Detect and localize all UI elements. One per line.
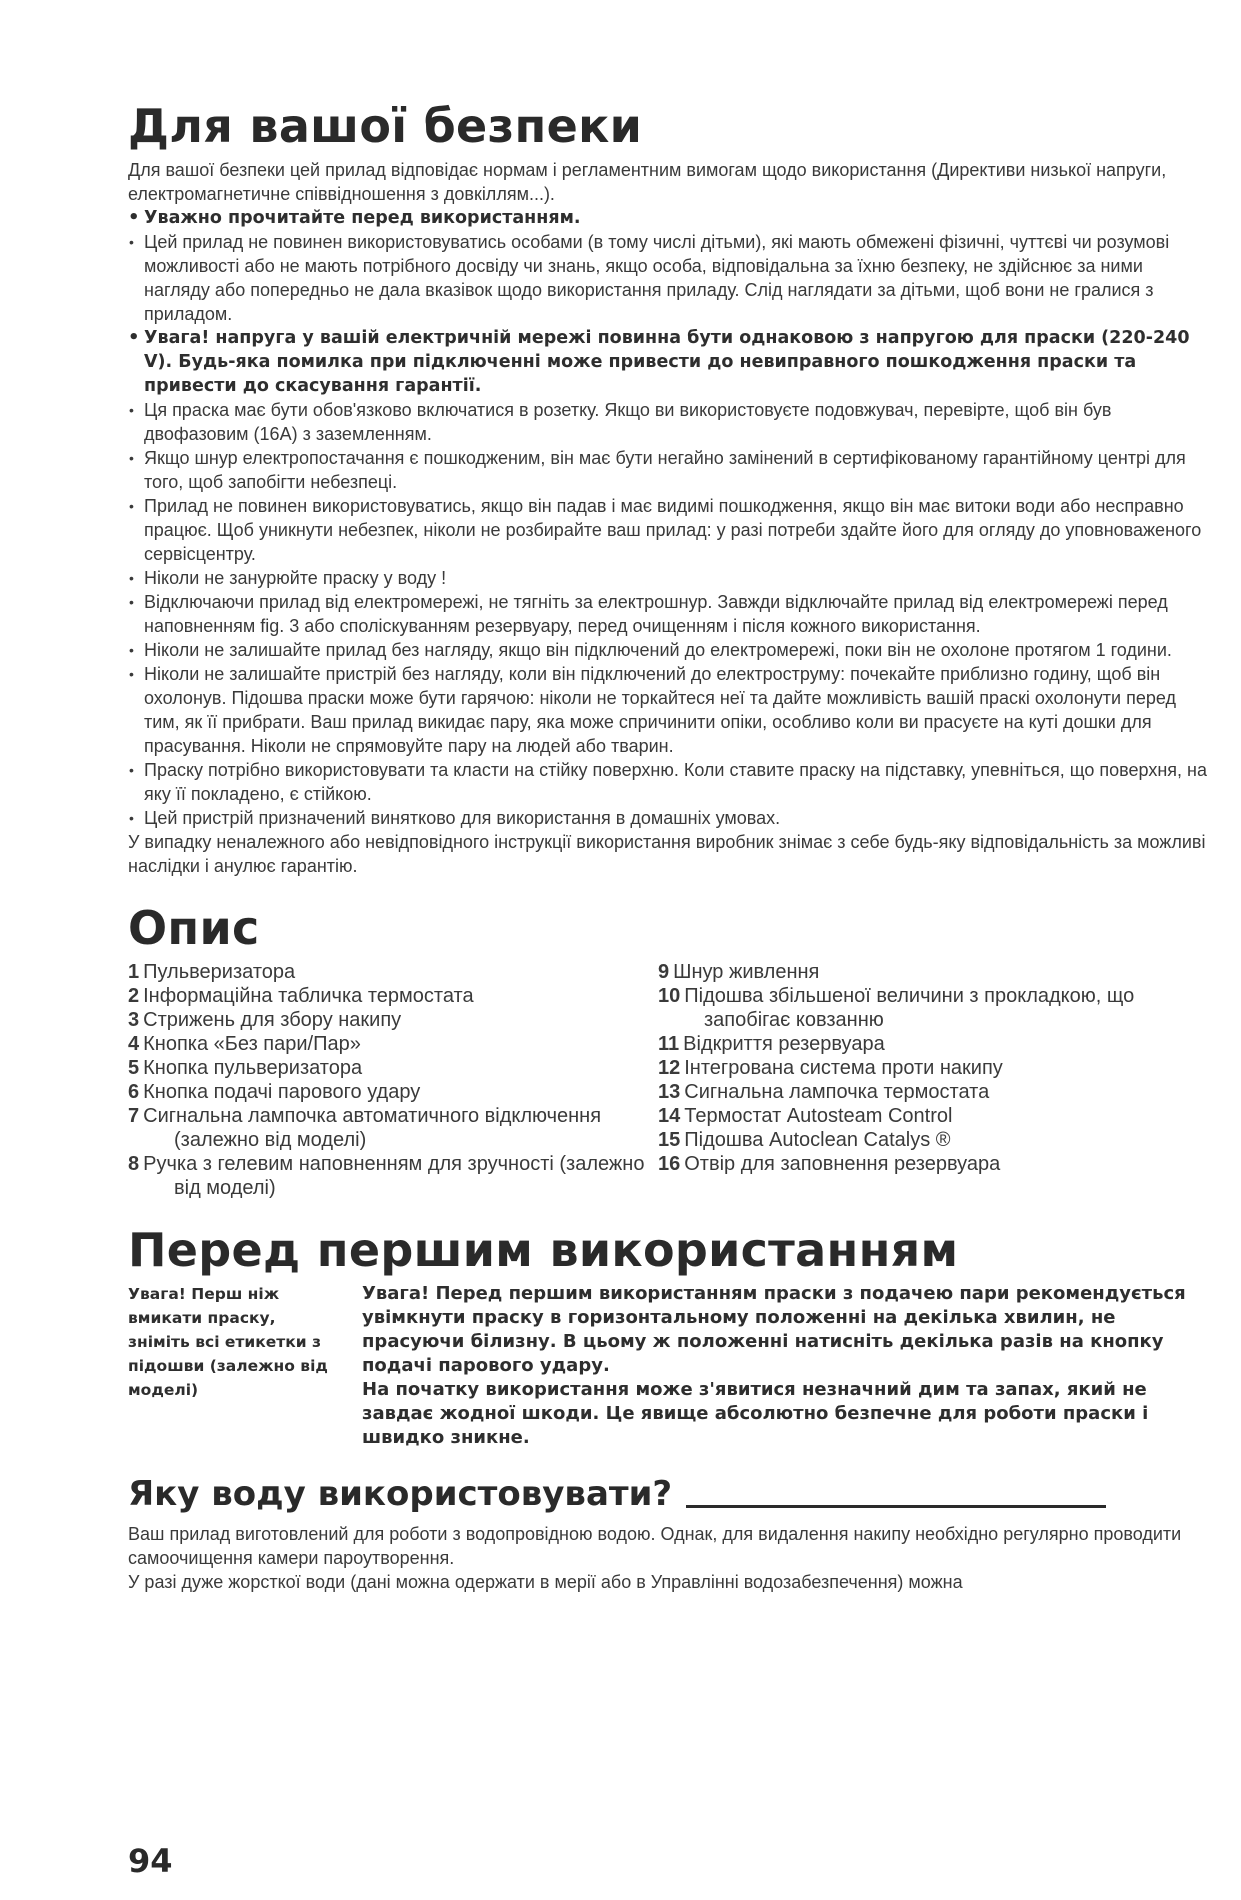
safety-list <box>128 206 1208 830</box>
description-heading: Опис <box>128 901 260 955</box>
safety-closing: У випадку неналежного або невідповідного інструкції використання виробник знімає з себе будь-яку відповідальність за можливі наслідки і анулює гарантію. <box>128 832 1206 876</box>
part-number: 8 <box>128 1153 140 1175</box>
part-number: 15 <box>658 1129 681 1151</box>
safety-item: • Ця праска має бути обов'язково включатися в розетку. Якщо ви використовуєте подовжувач, перевірте, щоб він був двофазовим (16А) з заземленням. <box>128 398 1208 446</box>
part-label: Відкриття резервуара <box>683 1033 885 1055</box>
part-number: 3 <box>128 1009 140 1031</box>
part-item <box>658 960 1188 984</box>
part-number: 7 <box>128 1105 140 1127</box>
part-label: Кнопка подачі парового удару <box>143 1081 421 1103</box>
safety-intro: Для вашої безпеки цей прилад відповідає нормам і регламентним вимогам щодо використання (Директиви низької напруги, електромагнетичне співвідношення з довкіллям...). <box>128 160 1167 204</box>
part-number: 2 <box>128 985 140 1007</box>
part-number: 11 <box>658 1033 680 1055</box>
voltage-warning: • Увага! напруга у вашій електричній мережі повинна бути однаковою з напругою для праски (220-240 V). Будь-яка помилка при підключенні може привести до невиправного пошкодження праски та привести до скасування гарантії. <box>128 326 1208 398</box>
part-label: Стрижень для збору накипу <box>143 1009 402 1031</box>
water-heading-text: Яку воду використовувати? <box>128 1474 673 1514</box>
part-label: Отвір для заповнення резервуара <box>684 1153 1001 1175</box>
page-number: 94 <box>128 1842 173 1880</box>
water-section <box>128 1474 1208 1594</box>
first-use-paragraph: Увага! Перед першим використанням праски з подачею пари рекомендується увімкнути праску в горизонтальному положенні на декілька хвилин, не прасуючи білизну. В цьому ж положенні натисніть декілька разів на кнопку подачі парового удару. <box>362 1283 1186 1376</box>
part-label: Підошва збільшеної величини з прокладкою, що запобігає ковзанню <box>684 985 1135 1031</box>
first-use-section <box>128 1224 1208 1450</box>
part-number: 13 <box>658 1081 681 1103</box>
safety-item: • Ніколи не занурюйте праску у воду ! <box>128 566 1208 590</box>
part-number: 14 <box>658 1105 681 1127</box>
safety-item: • Якщо шнур електропостачання є пошкодженим, він має бути негайно замінений в сертифікованому гарантійному центрі для того, щоб запобігти небезпеці. <box>128 446 1208 494</box>
first-use-body <box>128 1282 1208 1450</box>
part-label: Кнопка пульверизатора <box>143 1057 363 1079</box>
first-use-paragraph: На початку використання може з'явитися незначний дим та запах, який не завдає жодної шкоди. Це явище абсолютно безпечне для роботи праски і швидко зникне. <box>362 1379 1149 1448</box>
safety-item: • Ніколи не залишайте пристрій без нагляду, коли він підключений до електроструму: почекайте приблизно годину, щоб він охолонув. Підошва праски може бути гарячою: ніколи не торкайтеся неї та дайте можливість вашій праскі охолонути перед тим, як її прибрати. Ваш прилад викидає пару, яка може спричинити опіки, особливо коли ви прасуєте на куті дошки для прасування. Ніколи не спрямовуйте пару на людей або тварин. <box>128 662 1208 758</box>
part-item <box>128 1104 658 1152</box>
read-carefully-notice: • Уважно прочитайте перед використанням. <box>128 206 1208 230</box>
first-use-heading: Перед першим використанням <box>128 1223 959 1277</box>
part-item <box>128 1008 658 1032</box>
safety-item: • Цей прилад не повинен використовуватись особами (в тому числі дітьми), які мають обмежені фізичні, чуттєві чи розумові можливості або не мають потрібного досвіду чи знань, якщо особа, відповідальна за їхню безпеку, не здійснює за ними нагляду або попередньо не дала вказівок щодо використання приладу. Слід наглядати за дітьми, щоб вони не гралися з приладом. <box>128 230 1208 326</box>
part-label: Кнопка «Без пари/Пар» <box>143 1033 361 1055</box>
part-label: Інформаційна табличка термостата <box>143 985 474 1007</box>
part-number: 10 <box>658 985 681 1007</box>
parts-column-left <box>128 960 658 1200</box>
part-number: 12 <box>658 1057 681 1079</box>
part-item <box>658 1032 1188 1056</box>
part-number: 9 <box>658 961 670 983</box>
part-label: Термостат Autosteam Control <box>684 1105 953 1127</box>
part-label: Сигнальна лампочка автоматичного відключення (залежно від моделі) <box>143 1105 602 1151</box>
part-label: Ручка з гелевим наповненням для зручності (залежно від моделі) <box>143 1153 645 1199</box>
parts-list-right <box>658 960 1188 1176</box>
part-item <box>658 1056 1188 1080</box>
part-item <box>128 1080 658 1104</box>
safety-item: • Прилад не повинен використовуватись, якщо він падав і має видимі пошкодження, якщо він має витоки води або несправно працює. Щоб уникнути небезпек, ніколи не розбирайте ваш прилад: у разі потреби здайте його для огляду до уповноваженого сервісцентру. <box>128 494 1208 566</box>
part-label: Пульверизатора <box>143 961 296 983</box>
first-use-main <box>362 1282 1202 1450</box>
part-number: 1 <box>128 961 140 983</box>
part-item <box>128 1152 658 1200</box>
parts-list-left <box>128 960 658 1200</box>
manual-page <box>128 100 1208 1618</box>
part-number: 4 <box>128 1033 140 1055</box>
part-item <box>128 984 658 1008</box>
parts-columns <box>128 960 1208 1200</box>
description-section <box>128 902 1208 1200</box>
heading-rule <box>686 1505 1106 1508</box>
safety-item: • Цей пристрій призначений винятково для використання в домашніх умовах. <box>128 806 1208 830</box>
part-item <box>658 1128 1188 1152</box>
parts-column-right <box>658 960 1188 1200</box>
water-paragraph: У разі дуже жорсткої води (дані можна одержати в мерії або в Управлінні водозабезпечення) можна <box>128 1572 963 1592</box>
safety-item: • Відключаючи прилад від електромережі, не тягніть за електрошнур. Завжди відключайте прилад від електромережі перед наповненням fig. 3 або споліскуванням резервуару, перед очищенням і після кожного використання. <box>128 590 1208 638</box>
safety-heading: Для вашої безпеки <box>128 99 643 153</box>
part-item <box>658 1080 1188 1104</box>
water-paragraph: Ваш прилад виготовлений для роботи з водопровідною водою. Однак, для видалення накипу необхідно регулярно проводити самоочищення камери пароутворення. <box>128 1524 1182 1568</box>
part-label: Інтегрована система проти накипу <box>684 1057 1003 1079</box>
part-number: 5 <box>128 1057 140 1079</box>
safety-section <box>128 100 1208 878</box>
part-item <box>128 960 658 984</box>
safety-item: • Праску потрібно використовувати та класти на стійку поверхню. Коли ставите праску на підставку, упевніться, що поверхня, на яку її покладено, є стійкою. <box>128 758 1208 806</box>
part-item <box>128 1056 658 1080</box>
part-item <box>658 1104 1188 1128</box>
part-item <box>128 1032 658 1056</box>
part-number: 16 <box>658 1153 681 1175</box>
safety-item: • Ніколи не залишайте прилад без нагляду, якщо він підключений до електромережі, поки він не охолоне протягом 1 години. <box>128 638 1208 662</box>
part-number: 6 <box>128 1081 140 1103</box>
part-label: Підошва Autoclean Catalys ® <box>684 1129 951 1151</box>
part-label: Сигнальна лампочка термостата <box>684 1081 990 1103</box>
first-use-side-note: Увага! Перш ніж вмикати праску, зніміть всі етикетки з підошви (залежно від моделі) <box>128 1285 328 1399</box>
part-item <box>658 1152 1188 1176</box>
part-item <box>658 984 1188 1032</box>
part-label: Шнур живлення <box>673 961 820 983</box>
water-heading <box>128 1474 1208 1514</box>
